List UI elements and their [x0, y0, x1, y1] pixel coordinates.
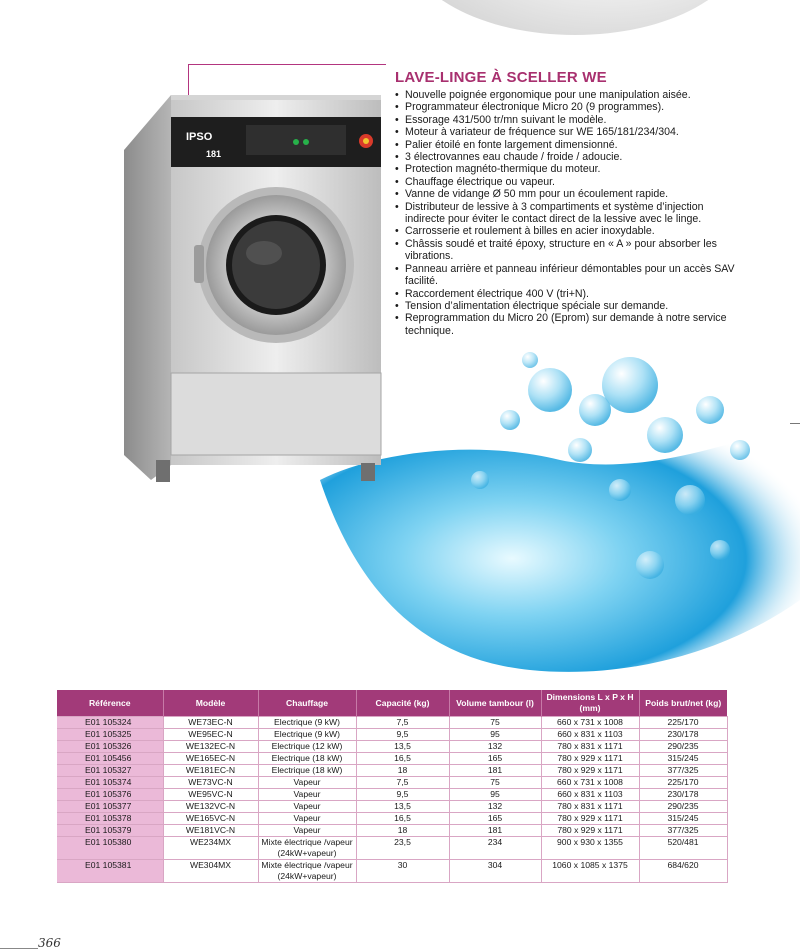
- feature-item: • Vanne de vidange Ø 50 mm pour un écoulement rapide.: [395, 188, 740, 200]
- table-cell: 234: [449, 837, 541, 860]
- page-number-underline: [0, 948, 38, 949]
- table-cell: 684/620: [639, 860, 727, 883]
- table-cell: Vapeur: [258, 789, 356, 801]
- table-cell: E01 105325: [57, 729, 163, 741]
- table-cell: 660 x 831 x 1103: [541, 789, 639, 801]
- table-cell: 290/235: [639, 741, 727, 753]
- table-cell: 900 x 930 x 1355: [541, 837, 639, 860]
- table-cell: E01 105374: [57, 777, 163, 789]
- table-cell: WE234MX: [163, 837, 258, 860]
- table-cell: 315/245: [639, 753, 727, 765]
- column-header: Volume tambour (l): [449, 690, 541, 717]
- table-cell: Vapeur: [258, 777, 356, 789]
- column-header: Capacité (kg): [356, 690, 449, 717]
- feature-item: • Distributeur de lessive à 3 compartiments et système d’injection indirecte pour éviter le contact direct de la lessive avec le linge.: [395, 201, 740, 226]
- table-cell: 377/325: [639, 765, 727, 777]
- table-cell: 75: [449, 777, 541, 789]
- table-cell: Mixte électrique /vapeur (24kW+vapeur): [258, 860, 356, 883]
- decorative-swoosh: [405, 0, 745, 35]
- table-cell: WE73EC-N: [163, 717, 258, 729]
- table-cell: 660 x 731 x 1008: [541, 777, 639, 789]
- feature-item: • Moteur à variateur de fréquence sur WE 165/181/234/304.: [395, 126, 740, 138]
- table-cell: 780 x 929 x 1171: [541, 813, 639, 825]
- table-row: [57, 860, 727, 883]
- table-cell: E01 105378: [57, 813, 163, 825]
- table-cell: 18: [356, 825, 449, 837]
- table-row: [57, 753, 727, 765]
- table-cell: 780 x 831 x 1171: [541, 741, 639, 753]
- table-cell: 165: [449, 813, 541, 825]
- feature-item: • Chauffage électrique ou vapeur.: [395, 176, 740, 188]
- table-cell: 132: [449, 741, 541, 753]
- table-cell: Electrique (12 kW): [258, 741, 356, 753]
- table-cell: 13,5: [356, 801, 449, 813]
- table-cell: E01 105456: [57, 753, 163, 765]
- table-cell: WE132EC-N: [163, 741, 258, 753]
- table-cell: 780 x 929 x 1171: [541, 825, 639, 837]
- table-cell: E01 105326: [57, 741, 163, 753]
- table-cell: Electrique (9 kW): [258, 717, 356, 729]
- table-cell: 780 x 831 x 1171: [541, 801, 639, 813]
- table-cell: WE95VC-N: [163, 789, 258, 801]
- feature-item: • Essorage 431/500 tr/mn suivant le modèle.: [395, 114, 740, 126]
- table-cell: 165: [449, 753, 541, 765]
- table-cell: WE181EC-N: [163, 765, 258, 777]
- table-cell: Electrique (9 kW): [258, 729, 356, 741]
- table-cell: 377/325: [639, 825, 727, 837]
- table-cell: 9,5: [356, 729, 449, 741]
- feature-item: • Panneau arrière et panneau inférieur démontables pour un accès SAV facilité.: [395, 263, 740, 288]
- table-cell: E01 105376: [57, 789, 163, 801]
- feature-item: • Palier étoilé en fonte largement dimensionné.: [395, 139, 740, 151]
- svg-text:IPSO: IPSO: [186, 131, 213, 143]
- table-cell: 1060 x 1085 x 1375: [541, 860, 639, 883]
- table-cell: 13,5: [356, 741, 449, 753]
- product-title: LAVE-LINGE À SCELLER WE: [395, 69, 607, 86]
- table-cell: 520/481: [639, 837, 727, 860]
- table-cell: 7,5: [356, 717, 449, 729]
- table-cell: 7,5: [356, 777, 449, 789]
- feature-item: • Carrosserie et roulement à billes en acier inoxydable.: [395, 225, 740, 237]
- table-cell: 181: [449, 765, 541, 777]
- column-header: Référence: [57, 690, 163, 717]
- feature-item: • Protection magnéto-thermique du moteur.: [395, 163, 740, 175]
- table-cell: Electrique (18 kW): [258, 753, 356, 765]
- table-cell: 9,5: [356, 789, 449, 801]
- table-cell: 230/178: [639, 729, 727, 741]
- table-cell: 132: [449, 801, 541, 813]
- feature-item: • Châssis soudé et traité époxy, structure en « A » pour absorber les vibrations.: [395, 238, 740, 263]
- table-cell: E01 105324: [57, 717, 163, 729]
- table-cell: 660 x 831 x 1103: [541, 729, 639, 741]
- table-row: [57, 717, 727, 729]
- washing-machine-illustration: [116, 95, 386, 485]
- table-cell: 225/170: [639, 717, 727, 729]
- table-cell: Vapeur: [258, 813, 356, 825]
- feature-item: • Programmateur électronique Micro 20 (9 programmes).: [395, 101, 740, 113]
- table-row: [57, 789, 727, 801]
- feature-item: • Reprogrammation du Micro 20 (Eprom) sur demande à notre service technique.: [395, 312, 740, 337]
- table-cell: E01 105379: [57, 825, 163, 837]
- table-row: [57, 729, 727, 741]
- table-cell: WE181VC-N: [163, 825, 258, 837]
- table-cell: E01 105327: [57, 765, 163, 777]
- table-cell: WE95EC-N: [163, 729, 258, 741]
- column-header: Dimensions L x P x H (mm): [541, 690, 639, 717]
- table-cell: WE304MX: [163, 860, 258, 883]
- table-row: [57, 741, 727, 753]
- table-cell: 304: [449, 860, 541, 883]
- table-cell: E01 105377: [57, 801, 163, 813]
- specifications-table: [57, 690, 728, 883]
- table-header-row: [57, 690, 727, 717]
- column-header: Modèle: [163, 690, 258, 717]
- table-cell: 290/235: [639, 801, 727, 813]
- callout-line-horizontal: [188, 64, 386, 65]
- feature-item: • Nouvelle poignée ergonomique pour une manipulation aisée.: [395, 89, 740, 101]
- table-cell: 95: [449, 729, 541, 741]
- column-header: Chauffage: [258, 690, 356, 717]
- feature-item: • Raccordement électrique 400 V (tri+N).: [395, 288, 740, 300]
- table-cell: 780 x 929 x 1171: [541, 753, 639, 765]
- column-header: Poids brut/net (kg): [639, 690, 727, 717]
- table-cell: WE165VC-N: [163, 813, 258, 825]
- table-cell: 315/245: [639, 813, 727, 825]
- table-cell: WE132VC-N: [163, 801, 258, 813]
- table-cell: WE165EC-N: [163, 753, 258, 765]
- table-body: [57, 717, 727, 883]
- table-row: [57, 765, 727, 777]
- table-cell: 16,5: [356, 753, 449, 765]
- table-cell: 225/170: [639, 777, 727, 789]
- table-cell: 660 x 731 x 1008: [541, 717, 639, 729]
- table-cell: E01 105381: [57, 860, 163, 883]
- table-cell: 18: [356, 765, 449, 777]
- table-row: [57, 837, 727, 860]
- feature-item: • Tension d’alimentation électrique spéciale sur demande.: [395, 300, 740, 312]
- table-cell: Vapeur: [258, 825, 356, 837]
- table-row: [57, 825, 727, 837]
- table-cell: 181: [449, 825, 541, 837]
- table-row: [57, 813, 727, 825]
- table-row: [57, 777, 727, 789]
- page-number: 366: [38, 936, 61, 950]
- feature-list: [395, 89, 740, 337]
- table-cell: Vapeur: [258, 801, 356, 813]
- table-cell: 23,5: [356, 837, 449, 860]
- table-cell: 75: [449, 717, 541, 729]
- table-cell: 780 x 929 x 1171: [541, 765, 639, 777]
- table-cell: 95: [449, 789, 541, 801]
- table-cell: 16,5: [356, 813, 449, 825]
- table-cell: E01 105380: [57, 837, 163, 860]
- table-cell: Mixte électrique /vapeur (24kW+vapeur): [258, 837, 356, 860]
- table-cell: WE73VC-N: [163, 777, 258, 789]
- table-cell: 30: [356, 860, 449, 883]
- table-cell: Electrique (18 kW): [258, 765, 356, 777]
- feature-item: • 3 électrovannes eau chaude / froide / adoucie.: [395, 151, 740, 163]
- table-cell: 230/178: [639, 789, 727, 801]
- svg-text:181: 181: [206, 149, 222, 159]
- table-row: [57, 801, 727, 813]
